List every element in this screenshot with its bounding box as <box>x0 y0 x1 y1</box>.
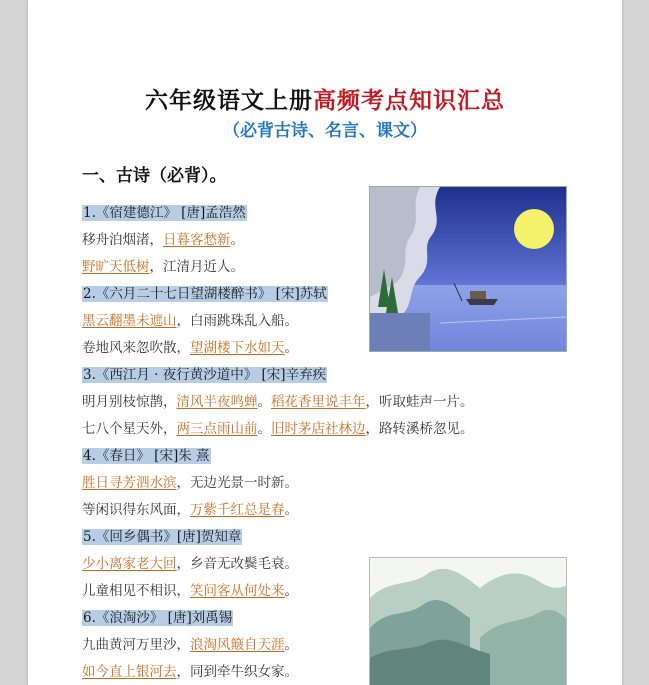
verse-text: 九曲黄河万里沙， <box>82 637 190 653</box>
key-verse-underlined: 黑云翻墨未遮山 <box>82 313 177 329</box>
poem-title-highlight: 4.《春日》 [宋]朱 熹 <box>83 448 210 464</box>
poem-verse-line <box>82 391 474 413</box>
poem-header <box>82 526 242 548</box>
poem-title-highlight: 1.《宿建德江》 [唐]孟浩然 <box>83 205 246 221</box>
title-part-red: 高频考点知识汇总 <box>313 88 505 114</box>
poem-verse-line <box>82 310 298 332</box>
poem-verse-line <box>82 472 298 494</box>
key-verse-underlined: 如今直上银河去 <box>82 664 177 680</box>
verse-text: 等闲识得东风面， <box>82 502 190 518</box>
poem-verse-line <box>82 661 298 683</box>
verse-text: 明月别枝惊鹊， <box>82 394 177 410</box>
moonlit-river-illustration <box>369 186 567 352</box>
key-verse-underlined: 野旷天低树 <box>82 259 150 275</box>
verse-text: 儿童相见不相识， <box>82 583 190 599</box>
verse-text: ，路转溪桥忽见。 <box>365 421 474 437</box>
verse-text: 移舟泊烟渚， <box>82 232 163 248</box>
section-heading: 一、古诗（必背）。 <box>82 166 227 186</box>
key-verse-underlined: 望湖楼下水如天 <box>190 340 285 356</box>
verse-text: ，同到牵牛织女家。 <box>176 664 298 680</box>
key-verse-underlined: 两三点雨山前 <box>176 421 258 437</box>
poem-title-highlight: 6.《浪淘沙》 [唐]刘禹锡 <box>83 610 233 626</box>
verse-text: ，白雨跳珠乱入船。 <box>176 313 298 329</box>
page-subtitle: （必背古诗、名言、课文） <box>223 121 427 141</box>
poem-header <box>82 364 327 386</box>
poem-verse-line <box>82 337 298 359</box>
key-verse-underlined: 清风半夜鸣蝉 <box>176 394 258 410</box>
poem-verse-line <box>82 418 474 440</box>
key-verse-underlined: 浪淘风簸自天涯 <box>190 637 285 653</box>
poem-verse-line <box>82 553 298 575</box>
verse-text: 七八个星天外， <box>82 421 177 437</box>
poem-header <box>82 445 211 467</box>
poem-title-highlight: 2.《六月二十七日望湖楼醉书》 [宋]苏轼 <box>83 286 327 302</box>
document-page <box>28 0 622 685</box>
poem-verse-line <box>82 229 244 251</box>
poem-header <box>82 607 233 629</box>
verse-text: 。 <box>284 583 298 599</box>
verse-text: 。 <box>230 232 244 248</box>
key-verse-underlined: 胜日寻芳泗水滨 <box>82 475 177 491</box>
key-verse-underlined: 万紫千红总是春 <box>190 502 285 518</box>
poem-title-highlight: 5.《回乡偶书》[唐]贺知章 <box>83 529 242 545</box>
poem-header <box>82 283 328 305</box>
key-verse-underlined: 少小离家老大回 <box>82 556 177 572</box>
verse-text: 。 <box>284 637 298 653</box>
title-part-black: 六年级语文上册 <box>145 88 313 114</box>
key-verse-underlined: 稻花香里说丰年 <box>271 394 366 410</box>
mountain-landscape-illustration <box>369 557 567 685</box>
verse-text: 卷地风来忽吹散， <box>82 340 190 356</box>
verse-text: ，乡音无改鬓毛衰。 <box>176 556 298 572</box>
key-verse-underlined: 旧时茅店社林边 <box>271 421 366 437</box>
poem-verse-line <box>82 634 298 656</box>
verse-text: ，无边光景一时新。 <box>176 475 298 491</box>
poem-verse-line <box>82 580 298 602</box>
verse-text: ，听取蛙声一片。 <box>365 394 474 410</box>
verse-text: 。 <box>284 502 298 518</box>
verse-text: 。 <box>257 394 271 410</box>
poem-header <box>82 202 247 224</box>
verse-text: ，江清月近人。 <box>149 259 244 275</box>
poem-verse-line <box>82 256 244 278</box>
verse-text: 。 <box>257 421 271 437</box>
page-title <box>28 82 622 115</box>
poem-verse-line <box>82 499 298 521</box>
verse-text: 。 <box>284 340 298 356</box>
key-verse-underlined: 日暮客愁新 <box>163 232 231 248</box>
poem-title-highlight: 3.《西江月 · 夜行黄沙道中》 [宋]辛弃疾 <box>83 367 327 383</box>
key-verse-underlined: 笑问客从何处来 <box>190 583 285 599</box>
